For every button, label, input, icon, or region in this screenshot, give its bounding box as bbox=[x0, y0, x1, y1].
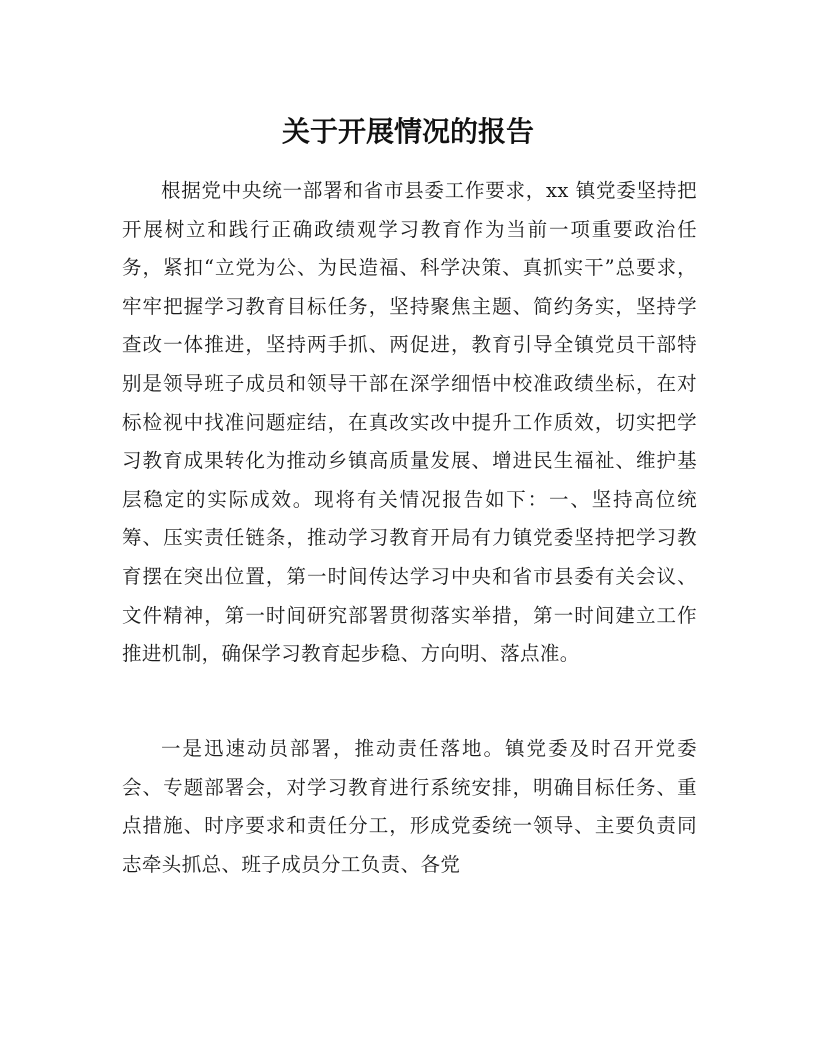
body-paragraph: 根据党中央统一部署和省市县委工作要求，xx 镇党委坚持把开展树立和践行正确政绩观学习教育作为当前一项重要政治任务，紧扣“立党为公、为民造福、科学决策、真抓实干”总要求，牢牢把握学习教育目标任务，坚持聚焦主题、简约务实，坚持学查改一体推进，坚持两手抓、两促进，教育引导全镇党员干部特别是领导班子成员和领导干部在深学细悟中校准政绩坐标，在对标检视中找准问题症结，在真改实改中提升工作质效，切实把学习教育成果转化为推动乡镇高质量发展、增进民生福祉、维护基层稳定的实际成效。现将有关情况报告如下：一、坚持高位统筹、压实责任链条，推动学习教育开局有力镇党委坚持把学习教育摆在突出位置，第一时间传达学习中央和省市县委有关会议、文件精神，第一时间研究部署贯彻落实举措，第一时间建立工作推进机制，确保学习教育起步稳、方向明、落点准。 bbox=[122, 179, 697, 666]
document-title: 关于开展情况的报告 bbox=[281, 115, 534, 148]
body-paragraph: 一是迅速动员部署，推动责任落地。镇党委及时召开党委会、专题部署会，对学习教育进行系统安排，明确目标任务、重点措施、时序要求和责任分工，形成党委统一领导、主要负责同志牵头抓总、班子成员分工负责、各党 bbox=[122, 737, 697, 876]
